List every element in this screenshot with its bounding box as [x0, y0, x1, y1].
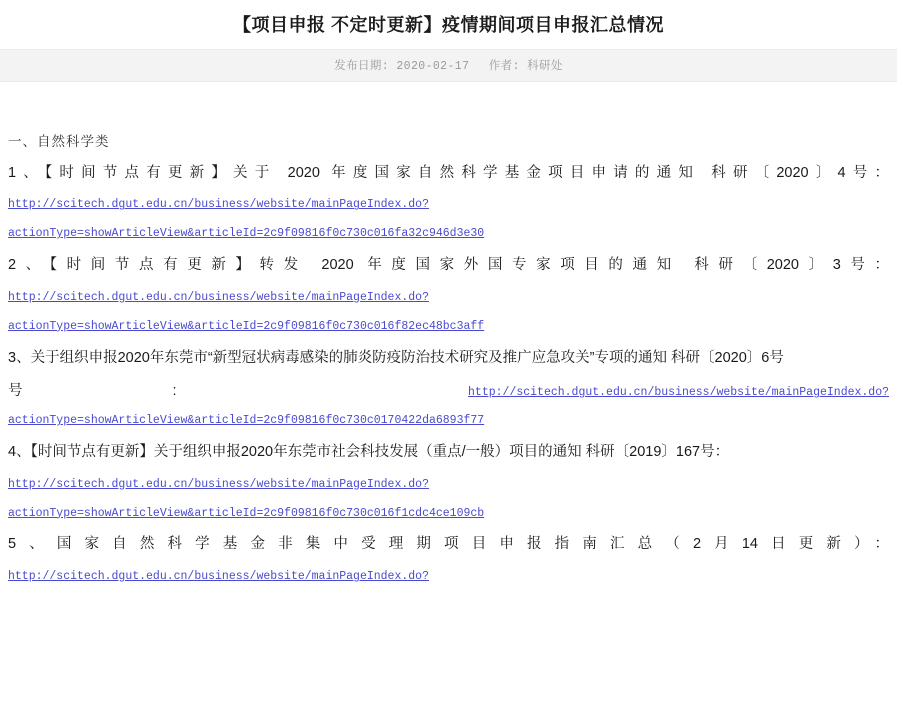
item-text: 1、【时间节点有更新】关于 2020 年度国家自然科学基金项目申请的通知 科研〔2020〕4号：: [8, 165, 889, 181]
section-heading: 一、自然科学类: [8, 134, 110, 149]
publish-date: 发布日期: 2020-02-17: [334, 60, 470, 73]
document-meta-bar: [0, 49, 897, 82]
item-link[interactable]: actionType=showArticleView&articleId=2c9f09816f0c730c0170422da6893f77: [8, 414, 485, 428]
item-text-continuation: 号: [8, 383, 23, 400]
list-item: [8, 533, 889, 584]
author: 作者: 科研处: [488, 60, 563, 73]
item-link[interactable]: actionType=showArticleView&articleId=2c9f09816f0c730c016f1cdc4ce109cb: [8, 506, 485, 520]
item-colon: :: [172, 383, 177, 400]
list-item: [8, 162, 889, 242]
item-text: 3、关于组织申报2020年东莞市“新型冠状病毒感染的肺炎防疫防治技术研究及推广应急攻关”专项的通知 科研〔2020〕6号: [8, 349, 784, 366]
item-link[interactable]: http://scitech.dgut.edu.cn/business/website/mainPageIndex.do?: [468, 386, 889, 400]
item-link[interactable]: http://scitech.dgut.edu.cn/business/website/mainPageIndex.do?: [8, 569, 429, 583]
item-link[interactable]: http://scitech.dgut.edu.cn/business/website/mainPageIndex.do?: [8, 477, 429, 491]
page-title: 【项目申报 不定时更新】疫情期间项目申报汇总情况: [233, 15, 664, 35]
item-text: 2、【时间节点有更新】转发 2020 年度国家外国专家项目的通知 科研〔2020〕3号：: [8, 257, 889, 274]
item-link[interactable]: actionType=showArticleView&articleId=2c9f09816f0c730c016f82ec48bc3aff: [8, 319, 485, 333]
list-item: [8, 254, 889, 334]
list-item: [8, 347, 889, 429]
item-text: 5、国家自然科学基金非集中受理期项目申报指南汇总（2月14日更新）：: [8, 536, 889, 553]
item-text: 4、【时间节点有更新】关于组织申报2020年东莞市社会科技发展（重点/一般）项目的通知 科研〔2019〕167号：: [8, 444, 730, 461]
item-link[interactable]: http://scitech.dgut.edu.cn/business/website/mainPageIndex.do?: [8, 290, 429, 304]
item-link[interactable]: actionType=showArticleView&articleId=2c9f09816f0c730c016fa32c946d3e30: [8, 227, 485, 241]
list-item: [8, 441, 889, 521]
item-link-row: [8, 379, 889, 400]
item-link[interactable]: http://scitech.dgut.edu.cn/business/website/mainPageIndex.do?: [8, 198, 429, 212]
document-body: [0, 130, 897, 585]
